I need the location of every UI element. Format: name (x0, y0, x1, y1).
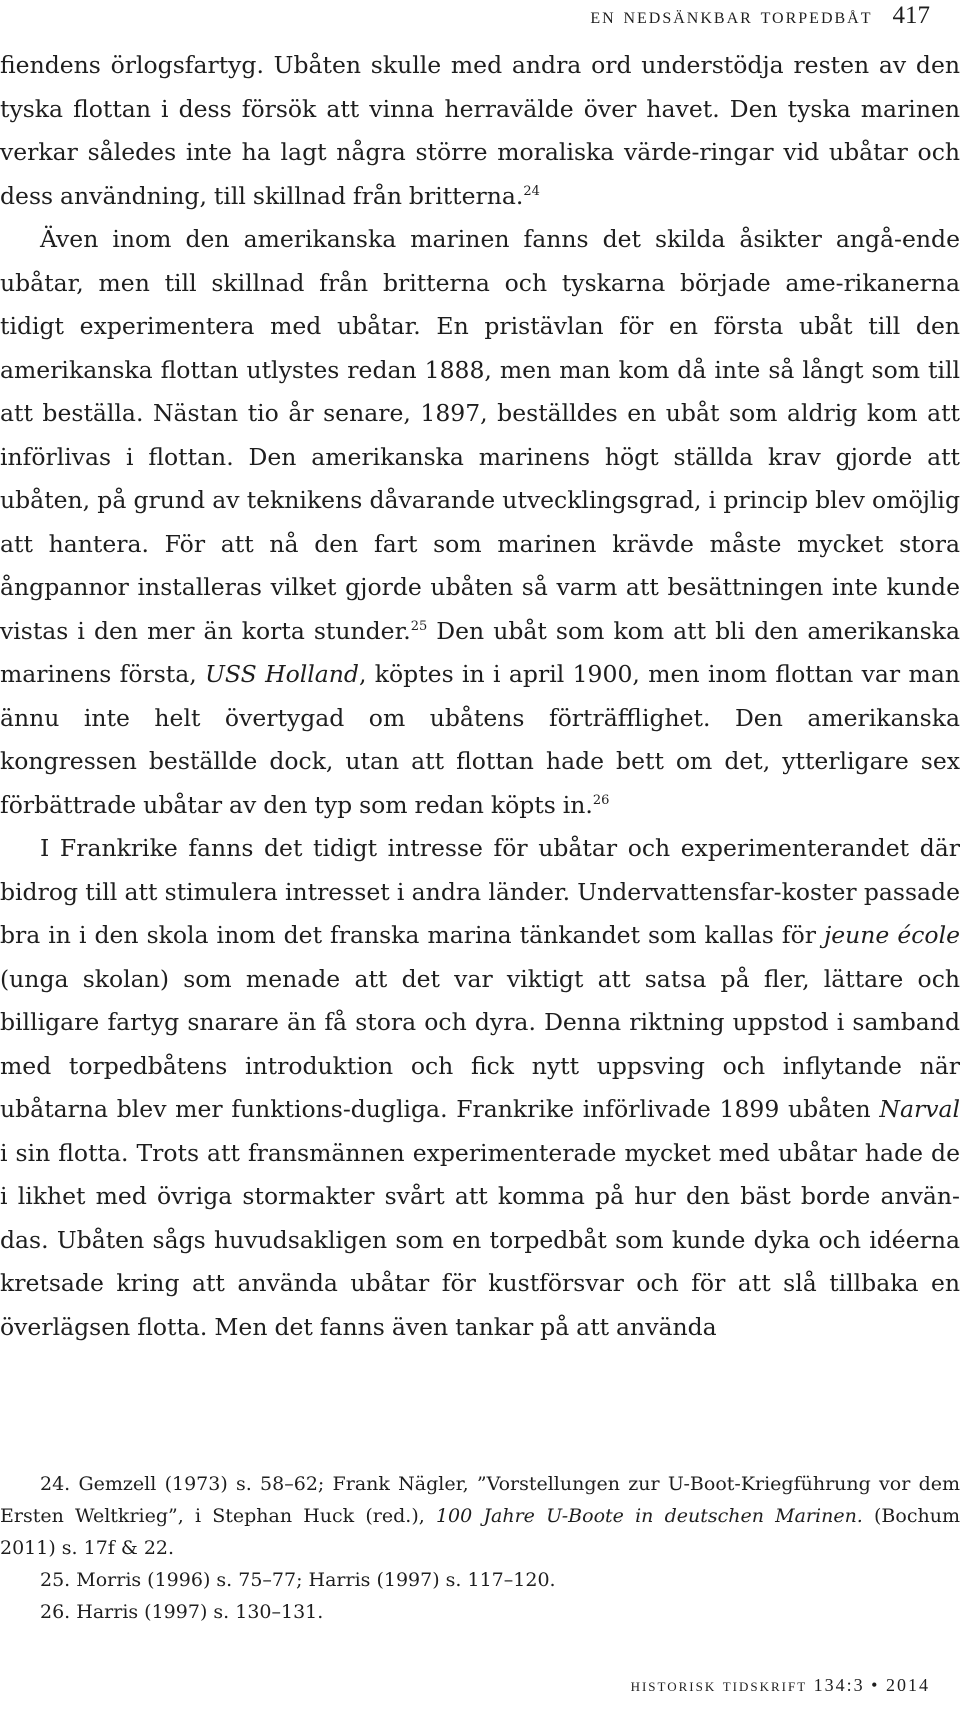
page-number: 417 (892, 2, 930, 29)
paragraph-3-text-c: i sin flotta. Trots att fransmännen experimenterade mycket med ubåtar hade de i likhet med övriga stormakter svårt att komma på hur den bäst borde använ-das. Ubåten sågs huvudsakligen som en torpedbåt som kunde dyka och idéerna kretsade kring att använda ubåtar för kustförsvar och för att slå tillbaka en överlägsen flotta. Men det fanns även tankar på att använda (0, 1138, 960, 1341)
journal-footer: historisk tidskrift 134:3 • 2014 (630, 1675, 930, 1695)
footnote-24 (0, 1468, 960, 1564)
paragraph-2-text-c: , köptes in i april 1900, men inom flottan var man ännu inte helt övertygad om ubåtens förträfflighet. Den amerikanska kongressen beställde dock, utan att flottan hade bett om det, ytterligare sex förbättrade ubåtar av den typ som redan köpts in. (0, 660, 960, 819)
paragraph-2 (0, 218, 960, 827)
paragraph-1-text: fiendens örlogsfartyg. Ubåten skulle med andra ord understödja resten av den tyska flottan i dess försök att vinna herravälde över havet. Den tyska marinen verkar således inte ha lagt några större moraliska värde-ringar vid ubåtar och dess användning, till skillnad från britterna. (0, 51, 960, 210)
term-jeune-ecole: jeune école (823, 921, 960, 949)
ship-name-uss-holland: USS Holland (205, 660, 359, 688)
body-text (0, 44, 960, 1349)
footnote-24-text-a: 24. Gemzell (1973) s. 58–62; Frank Nägler, ”Vorstellungen zur U-Boot-Kriegführung vor dem Ersten Weltkrieg”, i Stephan Huck (red.), (0, 1473, 960, 1527)
footnote-ref-25[interactable]: 25 (410, 618, 428, 634)
paragraph-1 (0, 44, 960, 218)
footnote-ref-26[interactable]: 26 (592, 792, 610, 808)
ship-name-narval: Narval (879, 1095, 960, 1123)
running-head (0, 2, 930, 30)
paragraph-2-text-a: Även inom den amerikanska marinen fanns det skilda åsikter angå-ende ubåtar, men till skillnad från britterna och tyskarna började ame-rikanerna tidigt experimentera med ubåtar. En pristävlan för en första ubåt till den amerikanska flottan utlystes redan 1888, men man kom då inte så långt som till att beställa. Nästan tio år senare, 1897, beställdes en ubåt som aldrig kom att införlivas i flottan. Den amerikanska marinens högt ställda krav gjorde att ubåten, på grund av teknikens dåvarande utvecklingsgrad, i princip blev omöjlig att hantera. För att nå den fart som marinen krävde måste mycket stora ångpannor installeras vilket gjorde ubåten så varm att besättningen inte kunde vistas i den mer än korta stunder. (0, 225, 960, 645)
footnote-24-book-title: 100 Jahre U-Boote in deutschen Marinen. (435, 1505, 863, 1527)
footnote-26: 26. Harris (1997) s. 130–131. (40, 1601, 324, 1623)
footnotes (0, 1468, 960, 1628)
paragraph-3 (0, 827, 960, 1349)
footnote-ref-24[interactable]: 24 (523, 183, 540, 199)
paragraph-2-text-b: Den ubåt som kom att bli den amerikanska marinens första, (0, 616, 960, 688)
footnote-24-text-b: (Bochum 2011) s. 17f & 22. (0, 1505, 960, 1559)
footnote-25: 25. Morris (1996) s. 75–77; Harris (1997) s. 117–120. (40, 1569, 556, 1591)
running-head-title: en nedsänkbar torpedbåt (590, 3, 873, 28)
paragraph-3-text-a: I Frankrike fanns det tidigt intresse för ubåtar och experimenterandet där bidrog till att stimulera intresset i andra länder. Undervattensfar-koster passade bra in i den skola inom det franska marina tänkandet som kallas för (0, 834, 960, 949)
paragraph-3-text-b: (unga skolan) som menade att det var viktigt att satsa på fler, lättare och billigare fartyg snarare än få stora och dyra. Denna riktning uppstod i samband med torpedbåtens introduktion och fick nytt uppsving och inflytande när ubåtarna blev mer funktions-dugliga. Frankrike införlivade 1899 ubåten (0, 964, 960, 1123)
